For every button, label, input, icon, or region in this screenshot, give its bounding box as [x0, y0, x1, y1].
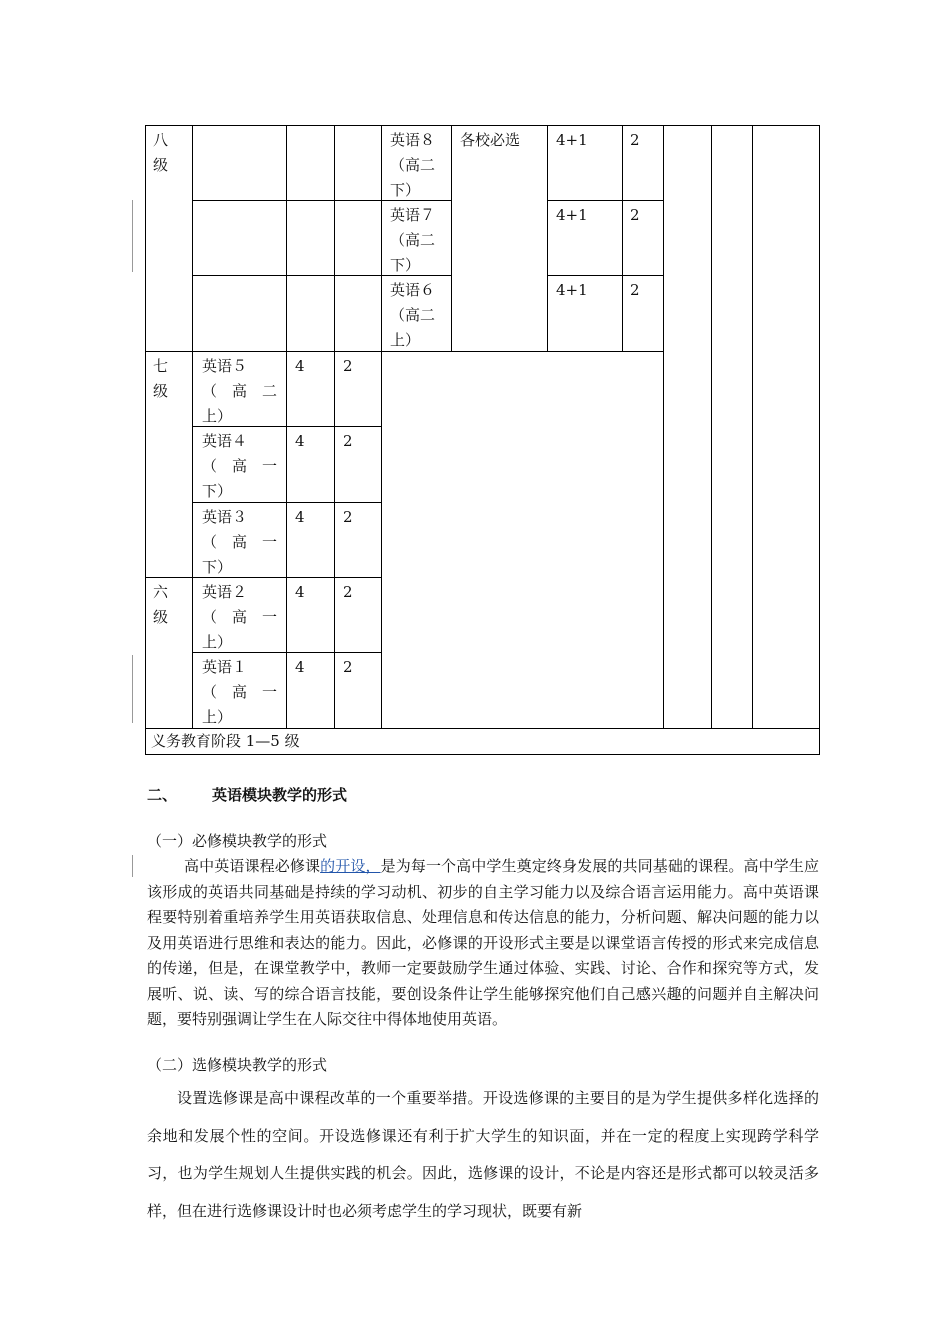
hours-value: 4 [295, 658, 305, 676]
hours-value: 4 [295, 357, 305, 375]
credits-value: 2 [343, 658, 353, 676]
paragraph-text: 是为每一个高中学生奠定终身发展的共同基础的课程。高中学生应该形成的英语共同基础是持续的学习动机、初步的自主学习能力以及综合语言运用能力。高中英语课程要特别着重培养学生用英语获取信息、处理信息和传达信息的能力，分析问题、解决问题的能力以及用英语进行思维和表达的能力。因此，必修课的开设形式主要是以课堂语言传授的形式来完成信息的传递，但是，在课堂教学中，教师一定要鼓励学生通过体验、实践、讨论、合作和探究等方式，发展听、说、读、写的综合语言技能，要创设条件让学生能够探究他们自己感兴趣的问题并自主解决问题，要特别强调让学生在人际交往中得体地使用英语。 [147, 857, 819, 1028]
course-name: 英语３ [202, 508, 248, 526]
hours-value: 4+1 [556, 131, 588, 149]
course-name: （ 高 一 [202, 533, 278, 551]
hours-value: 4 [295, 508, 305, 526]
course-name: （ 高 二 [202, 382, 278, 400]
course-name: （ 高 一 [202, 457, 278, 475]
margin-mark [132, 855, 133, 877]
credits-value: 2 [343, 432, 353, 450]
course-name: 英语６ （高二 上） [390, 281, 436, 349]
section-number: 二、 [147, 786, 178, 804]
credits-value: 2 [343, 508, 353, 526]
hours-value: 4 [295, 583, 305, 601]
section-title: 英语模块教学的形式 [212, 786, 348, 804]
course-name: 英语５ [202, 357, 248, 375]
course-name: 下） [202, 558, 233, 576]
margin-mark [132, 655, 133, 723]
course-name: 下） [202, 482, 233, 500]
subsection-title: （二）选修模块教学的形式 [147, 1056, 328, 1074]
hours-value: 4+1 [556, 206, 588, 224]
course-name: 英语２ [202, 583, 248, 601]
subsection-title: （一）必修模块教学的形式 [147, 832, 328, 850]
level-label: 八级 [153, 131, 169, 174]
level-label: 六级 [153, 583, 169, 626]
level-label: 七级 [153, 357, 169, 400]
credits-value: 2 [343, 357, 353, 375]
paragraph [147, 854, 819, 1033]
elective-note: 各校必选 [460, 131, 521, 149]
course-name: 英语７ （高二 下） [390, 206, 436, 274]
hours-value: 4 [295, 432, 305, 450]
course-name: 上） [202, 407, 233, 425]
inline-link[interactable]: 的开设， [320, 857, 381, 875]
course-name: （ 高 一 [202, 608, 278, 626]
course-name: 英语４ [202, 432, 248, 450]
course-name: 上） [202, 708, 233, 726]
credits-value: 2 [630, 281, 640, 299]
paragraph: 设置选修课是高中课程改革的一个重要举措。开设选修课的主要目的是为学生提供多样化选择的余地和发展个性的空间。开设选修课还有利于扩大学生的知识面，并在一定的程度上实现跨学科学习，也为学生规划人生提供实践的机会。因此，选修课的设计，不论是内容还是形式都可以较灵活多样，但在进行选修课设计时也必须考虑学生的学习现状，既要有新 [147, 1089, 819, 1220]
credits-value: 2 [343, 583, 353, 601]
paragraph-text: 高中英语课程必修课 [184, 857, 321, 875]
course-name: 英语８ （高二 下） [390, 131, 436, 199]
credits-value: 2 [630, 206, 640, 224]
table-footer: 义务教育阶段 1—5 级 [151, 732, 300, 750]
course-name: （ 高 一 [202, 683, 278, 701]
margin-mark [132, 200, 133, 272]
course-name: 上） [202, 633, 233, 651]
hours-value: 4+1 [556, 281, 588, 299]
credits-value: 2 [630, 131, 640, 149]
course-name: 英语１ [202, 658, 248, 676]
